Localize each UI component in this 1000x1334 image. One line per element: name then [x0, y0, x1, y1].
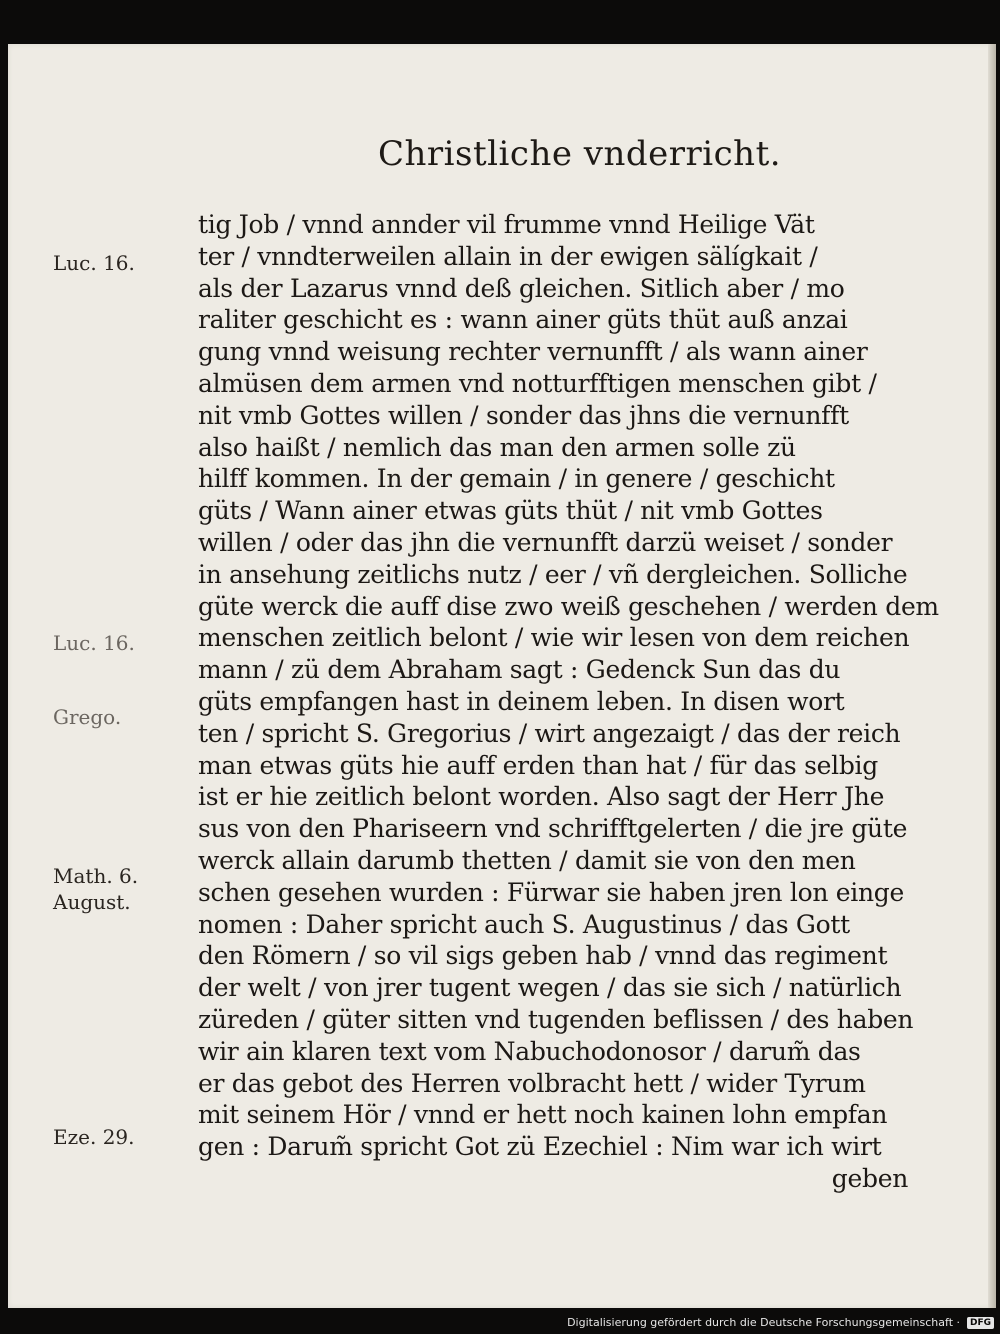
text-line: den Römern / so vil sigs geben hab / vnnd das regiment: [198, 941, 888, 971]
text-line: güts empfangen hast in deinem leben. In disen wort: [198, 686, 845, 716]
text-line: almüsen dem armen vnd notturfftigen menschen gibt /: [198, 368, 877, 398]
margin-note: Luc. 16.: [53, 251, 135, 275]
text-line: willen / oder das jhn die vernunfft darzü weiset / sonder: [198, 527, 893, 557]
text-line: tig Job / vnnd annder vil frumme vnnd Heilige Vät: [198, 210, 815, 239]
catchword: geben: [831, 1163, 908, 1193]
text-line: also haißt / nemlich das man den armen solle zü: [198, 432, 796, 462]
text-line: züreden / güter sitten vnd tugenden beflissen / des haben: [198, 1004, 914, 1034]
body-text: [198, 209, 939, 1195]
text-line: sus von den Phariseern vnd schrifftgelerten / die jre güte: [198, 814, 908, 844]
text-line: mit seinem Hör / vnnd er hett noch kainen lohn empfan: [198, 1100, 888, 1130]
text-line: ist er hie zeitlich belont worden. Also sagt der Herr Jhe: [198, 782, 885, 812]
text-line: nomen : Daher spricht auch S. Augustinus / das Gott: [198, 909, 850, 939]
margin-note: Eze. 29.: [53, 1125, 135, 1149]
text-line: güte werck die auff dise zwo weiß geschehen / werden dem: [198, 591, 939, 621]
margin-note: Grego.: [53, 705, 122, 729]
margin-note: Luc. 16.: [53, 631, 135, 655]
footer-bar: [0, 1308, 1000, 1334]
text-line: schen gesehen wurden : Fürwar sie haben jren lon einge: [198, 877, 904, 907]
text-line: menschen zeitlich belont / wie wir lesen von dem reichen: [198, 623, 910, 653]
text-line: in ansehung zeitlichs nutz / eer / vñ dergleichen. Solliche: [198, 559, 908, 589]
text-line: ter / vnndterweilen allain in der ewigen sälígkait /: [198, 241, 818, 271]
digitization-credit: Digitalisierung gefördert durch die Deutsche Forschungsgemeinschaft ·: [567, 1316, 960, 1329]
text-line: gung vnnd weisung rechter vernunfft / als wann ainer: [198, 337, 868, 367]
text-line: nit vmb Gottes willen / sonder das jhns die vernunfft: [198, 400, 849, 430]
text-line: güts / Wann ainer etwas güts thüt / nit vmb Gottes: [198, 496, 823, 526]
text-line: er das gebot des Herren volbracht hett / wider Tyrum: [198, 1068, 866, 1098]
book-page: [8, 44, 996, 1308]
text-line: raliter geschicht es : wann ainer güts thüt auß anzai: [198, 305, 848, 335]
text-line: werck allain darumb thetten / damit sie von den men: [198, 845, 856, 875]
text-line: hilff kommen. In der gemain / in genere / geschicht: [198, 464, 835, 494]
text-line: man etwas güts hie auff erden than hat / für das selbig: [198, 750, 878, 780]
margin-note: August.: [53, 890, 131, 914]
text-line: der welt / von jrer tugent wegen / das sie sich / natürlich: [198, 973, 902, 1003]
text-line: gen : Darum̃ spricht Got zü Ezechiel : Nim war ich wirt: [198, 1132, 882, 1162]
dfg-logo: DFG: [967, 1317, 994, 1329]
text-line: wir ain klaren text vom Nabuchodonosor / darum̃ das: [198, 1036, 861, 1066]
text-line: ten / spricht S. Gregorius / wirt angezaigt / das der reich: [198, 718, 901, 748]
running-header: Christliche vnderricht.: [378, 134, 782, 174]
page-edge: [988, 44, 996, 1308]
text-line: als der Lazarus vnnd deß gleichen. Sitlich aber / mo: [198, 273, 845, 303]
margin-note: Math. 6.: [53, 864, 139, 888]
text-line: mann / zü dem Abraham sagt : Gedenck Sun das du: [198, 655, 841, 685]
